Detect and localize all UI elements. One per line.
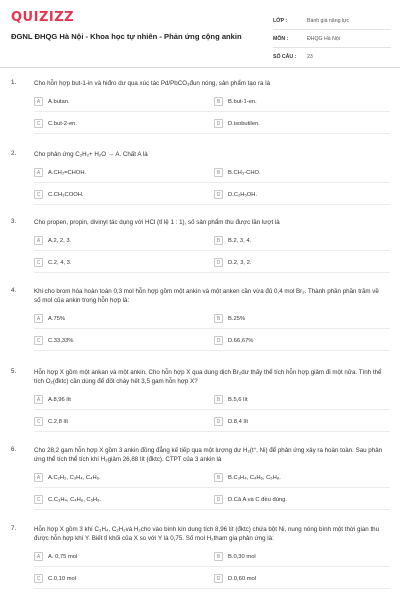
option-text: D.isobutilen.: [228, 120, 260, 127]
question-number: 7.: [11, 525, 17, 532]
option-letter-box: C: [34, 119, 43, 128]
meta-key: MÔN :: [273, 35, 289, 42]
answer-option-b[interactable]: [214, 394, 248, 405]
answer-option-a[interactable]: [34, 472, 101, 483]
answer-option-a[interactable]: [34, 235, 71, 246]
option-letter-box: A: [34, 97, 43, 106]
answer-option-a[interactable]: [34, 551, 77, 562]
meta-row-count: [273, 48, 391, 66]
answer-option-c[interactable]: [34, 335, 73, 346]
answer-option-b[interactable]: [214, 472, 281, 483]
option-text: C.but-2-en.: [48, 120, 77, 127]
option-divider: [34, 272, 390, 273]
option-divider: [34, 431, 390, 432]
option-letter-box: C: [34, 190, 43, 199]
option-text: C.0,10 mol: [48, 575, 77, 582]
answer-option-c[interactable]: [34, 118, 77, 129]
meta-key: LỚP :: [273, 17, 288, 24]
answer-option-b[interactable]: [214, 167, 261, 178]
meta-value: 23: [307, 54, 313, 60]
option-text: B.C₃H₄, C₄H₆, C₅H₈.: [228, 474, 281, 481]
option-divider: [34, 350, 390, 351]
option-letter-box: D: [214, 119, 223, 128]
answer-option-d[interactable]: [214, 118, 260, 129]
meta-row-class: [273, 12, 391, 30]
answer-option-c[interactable]: [34, 257, 72, 268]
option-text: C.2, 4, 3.: [48, 259, 72, 266]
option-divider: [34, 588, 390, 589]
option-text: B.2, 3, 4.: [228, 237, 252, 244]
option-divider: [34, 204, 390, 205]
option-text: B.but-1-en.: [228, 98, 257, 105]
answer-option-c[interactable]: [34, 573, 76, 584]
option-text: D.C₂H₅OH.: [228, 191, 258, 198]
question-text: Cho phản ứng C₂H₂+ H₂O → A. Chất A là: [34, 151, 148, 158]
answer-option-a[interactable]: [34, 313, 65, 324]
worksheet-title: ĐGNL ĐHQG Hà Nội - Khoa học tự nhiên - Phản ứng cộng ankin: [11, 32, 242, 41]
answer-option-c[interactable]: [34, 189, 84, 200]
question-number: 4.: [11, 287, 17, 294]
answer-option-b[interactable]: [214, 96, 257, 107]
option-divider: [34, 566, 390, 567]
answer-option-a[interactable]: [34, 96, 70, 107]
option-text: D.2, 3, 2.: [228, 259, 252, 266]
option-text: D.66,67%: [228, 337, 254, 344]
option-text: D.8,4 lít: [228, 418, 248, 425]
option-text: A.CH₂=CHOH.: [48, 169, 87, 176]
question-text: Cho hỗn hợp but-1-in và hiđro dư qua xúc tác Pd/PbCO₃đun nóng, sản phẩm tạo ra là: [34, 80, 271, 87]
answer-option-b[interactable]: [214, 551, 256, 562]
option-divider: [34, 409, 390, 410]
header-divider: [0, 67, 400, 68]
answer-option-a[interactable]: [34, 394, 71, 405]
option-divider: [34, 182, 390, 183]
option-letter-box: C: [34, 258, 43, 267]
question-number: 6.: [11, 446, 17, 453]
option-text: A.C₂H₂, C₃H₄, C₄H₆.: [48, 474, 101, 481]
option-letter-box: B: [214, 314, 223, 323]
option-text: C.33,33%: [48, 337, 74, 344]
option-text: C.CH₃COOH.: [48, 191, 84, 198]
option-letter-box: D: [214, 190, 223, 199]
answer-option-c[interactable]: [34, 494, 101, 505]
meta-key: SỐ CÂU :: [273, 54, 297, 60]
option-letter-box: A: [34, 314, 43, 323]
question-number: 1.: [11, 79, 17, 86]
question-number: 2.: [11, 150, 17, 157]
option-divider: [34, 509, 390, 510]
option-letter-box: D: [214, 495, 223, 504]
option-letter-box: D: [214, 417, 223, 426]
option-letter-box: A: [34, 168, 43, 177]
option-text: A.75%: [48, 315, 66, 322]
question-text: Cho propen, propin, divinyl tác dụng với HCl (tỉ lệ 1 : 1), số sản phẩm thu được lần lượt là: [34, 219, 280, 226]
option-divider: [34, 250, 390, 251]
option-text: A.butan.: [48, 98, 70, 105]
question-text: Khi cho brom hóa hoàn toàn 0,3 mol hỗn hợp gồm một ankin và một anken cần vừa đủ 0,4 mol Br₂. Thành phần phần trăm về số mol của ankin trong hỗn hợp là:: [34, 288, 379, 304]
option-text: D.Cả A và C đều đúng.: [228, 496, 287, 503]
answer-option-b[interactable]: [214, 235, 251, 246]
answer-option-d[interactable]: [214, 494, 287, 505]
option-letter-box: B: [214, 473, 223, 482]
answer-option-d[interactable]: [214, 257, 252, 268]
option-letter-box: C: [34, 336, 43, 345]
option-letter-box: B: [214, 168, 223, 177]
option-divider: [34, 328, 390, 329]
option-letter-box: D: [214, 336, 223, 345]
option-text: A.8,96 lít: [48, 396, 71, 403]
option-letter-box: B: [214, 236, 223, 245]
option-letter-box: C: [34, 495, 43, 504]
option-divider: [34, 487, 390, 488]
option-letter-box: B: [214, 552, 223, 561]
question-text: Cho 28,2 gam hỗn hợp X gồm 3 ankin đồng đẳng kế tiếp qua một lượng dư H₂(t°, Ni) để phản ứng xảy ra hoàn toàn. Sau phản ứng thể tích thể tích khí H₂giảm 26,88 lít (đktc). CTPT của 3 ankin là: [34, 447, 383, 463]
answer-option-b[interactable]: [214, 313, 245, 324]
option-divider: [34, 111, 390, 112]
meta-row-subject: [273, 30, 391, 48]
answer-option-d[interactable]: [214, 416, 248, 427]
meta-value: Bánh giá năng lực: [307, 17, 350, 24]
option-text: A.2, 2, 3.: [48, 237, 72, 244]
option-letter-box: A: [34, 552, 43, 561]
option-text: A. 0,75 mol: [48, 553, 78, 560]
option-text: C.C₃H₄, C₄H₆, C₅H₈.: [48, 496, 102, 503]
option-divider: [34, 133, 390, 134]
question-text: Hỗn hợp X gồm một ankan và một ankin. Cho hỗn hợp X qua dung dịch Br₂dư thấy thể tích hỗn hợp giảm đi một nửa. Tính thể tích O₂(đktc) cần dùng để đốt cháy hết 3,5 gam hỗn hợp X?: [34, 369, 382, 385]
question-number: 3.: [11, 218, 17, 225]
option-letter-box: C: [34, 417, 43, 426]
option-letter-box: B: [214, 395, 223, 404]
worksheet-meta: [273, 12, 391, 66]
option-letter-box: D: [214, 574, 223, 583]
option-letter-box: D: [214, 258, 223, 267]
question-number: 5.: [11, 368, 17, 375]
answer-option-d[interactable]: [214, 573, 256, 584]
answer-option-d[interactable]: [214, 335, 253, 346]
option-text: D.0,60 mol: [228, 575, 257, 582]
option-letter-box: A: [34, 473, 43, 482]
option-text: B.0,30 mol: [228, 553, 256, 560]
option-letter-box: A: [34, 236, 43, 245]
answer-option-c[interactable]: [34, 416, 68, 427]
option-text: B.5,6 lít: [228, 396, 248, 403]
option-text: B.CH₃-CHO.: [228, 169, 261, 176]
option-text: C.2,8 lít: [48, 418, 68, 425]
option-text: B.25%: [228, 315, 246, 322]
option-letter-box: A: [34, 395, 43, 404]
question-text: Hỗn hợp X gồm 3 khí C₃H₄, C₂H₂và H₂cho vào bình kín dung tích 8,96 lít (đktc) chứa bột Ni, nung nóng bình một thời gian thu được hỗn hợp khí Y. Biết tỉ khối của X so với Y là 0,75. Số mol H₂tham gia phản ứng là:: [34, 526, 380, 542]
answer-option-a[interactable]: [34, 167, 86, 178]
option-letter-box: B: [214, 97, 223, 106]
meta-value: ĐHQG Hà Nội: [307, 35, 340, 42]
answer-option-d[interactable]: [214, 189, 257, 200]
quizizz-logo: QUIZIZZ: [11, 10, 75, 25]
option-letter-box: C: [34, 574, 43, 583]
